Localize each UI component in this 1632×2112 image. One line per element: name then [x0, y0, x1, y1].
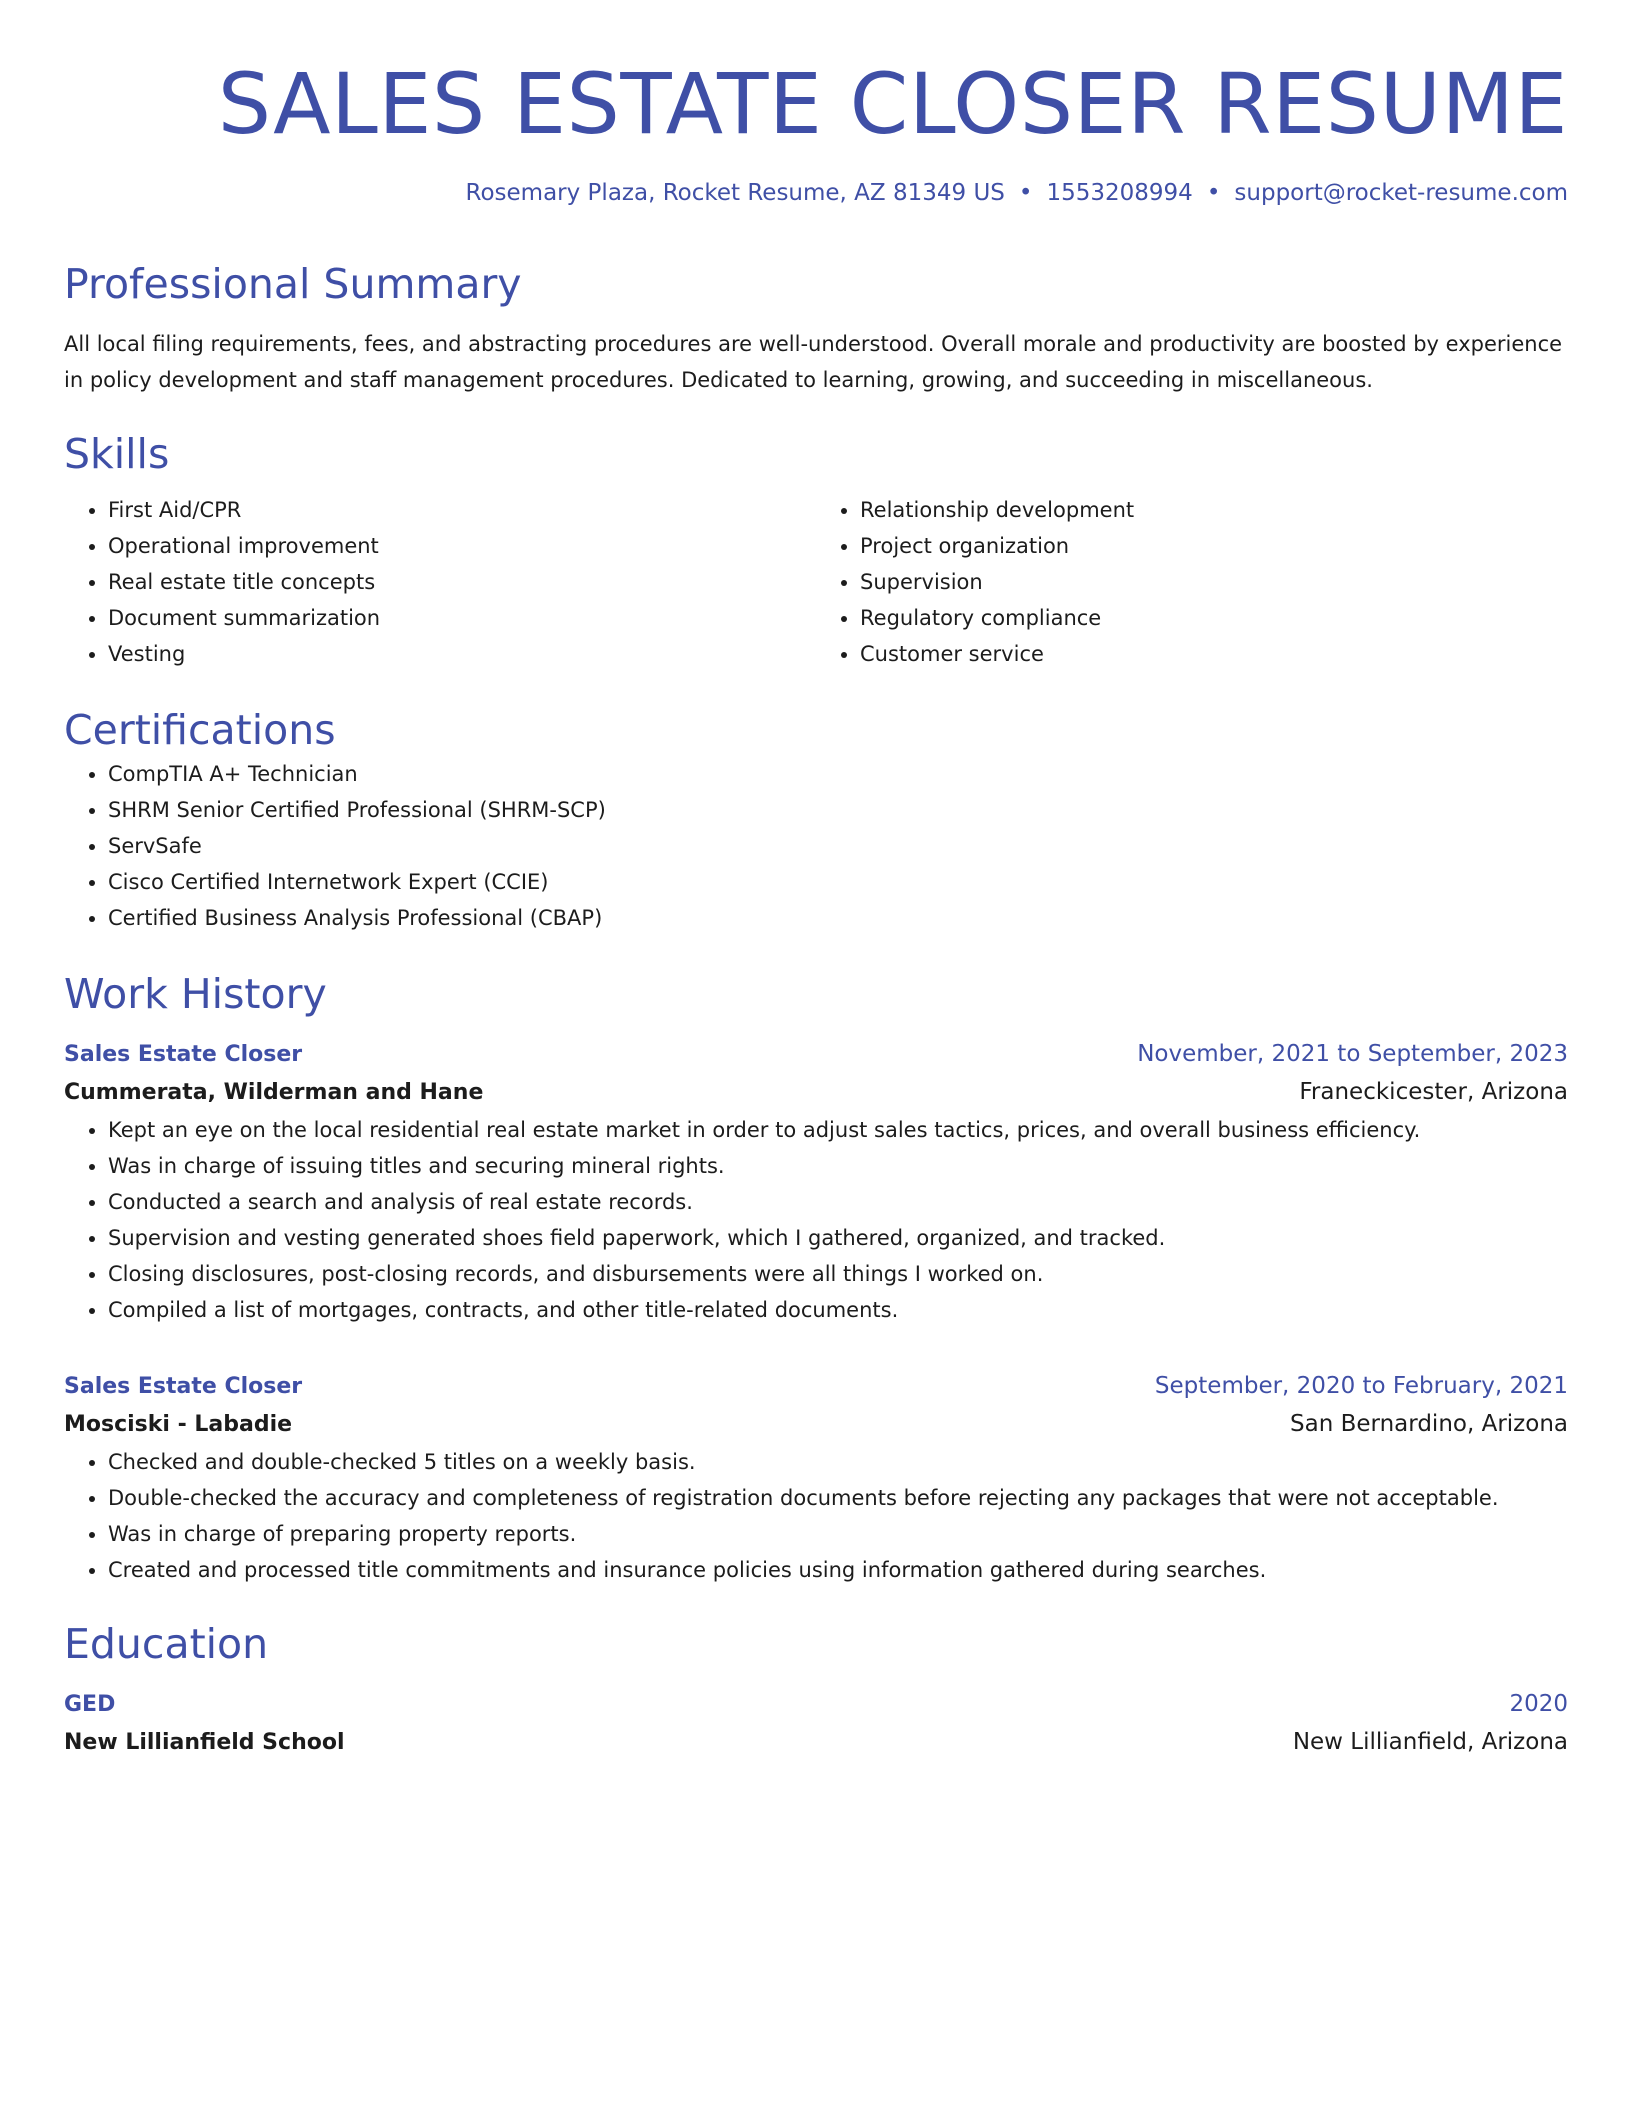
skills-column-left	[64, 492, 816, 672]
skill-item: • Relationship development	[860, 492, 1568, 528]
skill-item: • First Aid/CPR	[108, 492, 816, 528]
job-duty: • Closing disclosures, post-closing records, and disbursements were all things I worked on.	[108, 1256, 1568, 1292]
certifications-list	[64, 756, 1568, 936]
job-company: Mosciski - Labadie	[64, 1412, 293, 1437]
job-company: Cummerata, Wilderman and Hane	[64, 1080, 484, 1105]
education-header-row	[64, 1686, 1568, 1723]
resume-page	[64, 0, 1568, 1762]
certification-item: • CompTIA A+ Technician	[108, 756, 1568, 792]
skill-item: • Regulatory compliance	[860, 600, 1568, 636]
job-duty: • Was in charge of issuing titles and securing mineral rights.	[108, 1148, 1568, 1184]
job-duties-list	[64, 1112, 1568, 1328]
job-header-row	[64, 1368, 1568, 1405]
job-title: Sales Estate Closer	[64, 1042, 303, 1067]
education-school: New Lillianfield School	[64, 1730, 345, 1755]
education-degree: GED	[64, 1692, 116, 1717]
education-location: New Lillianfield, Arizona	[1292, 1729, 1568, 1755]
job-dates: September, 2020 to February, 2021	[1154, 1373, 1568, 1399]
skill-item: • Vesting	[108, 636, 816, 672]
job-duty: • Kept an eye on the local residential real estate market in order to adjust sales tactics, prices, and overall business efficiency.	[108, 1112, 1568, 1148]
job-entry	[64, 1036, 1568, 1328]
job-title: Sales Estate Closer	[64, 1374, 303, 1399]
summary-text: All local filing requirements, fees, and abstracting procedures are well-understood. Overall morale and productivity are boosted by experience in policy development and staff management procedures. Dedicated to learning, growing, and succeeding in miscellaneous.	[64, 332, 1563, 392]
contact-line	[64, 178, 1568, 208]
job-duties-list	[64, 1444, 1568, 1588]
skill-item: • Document summarization	[108, 600, 816, 636]
education-entry	[64, 1686, 1568, 1762]
skill-item: • Real estate title concepts	[108, 564, 816, 600]
certification-item: • ServSafe	[108, 828, 1568, 864]
education-year: 2020	[1509, 1691, 1568, 1717]
job-duty: • Checked and double-checked 5 titles on a weekly basis.	[108, 1444, 1568, 1480]
skill-item: • Operational improvement	[108, 528, 816, 564]
job-location: San Bernardino, Arizona	[1290, 1411, 1568, 1437]
education-school-row	[64, 1723, 1568, 1762]
job-company-row	[64, 1073, 1568, 1112]
skill-item: • Customer service	[860, 636, 1568, 672]
resume-title: SALES ESTATE CLOSER RESUME	[217, 55, 1568, 153]
job-header-row	[64, 1036, 1568, 1073]
certification-item: • Cisco Certified Internetwork Expert (CCIE)	[108, 864, 1568, 900]
job-duty: • Conducted a search and analysis of real estate records.	[108, 1184, 1568, 1220]
job-duty: • Compiled a list of mortgages, contracts, and other title-related documents.	[108, 1292, 1568, 1328]
skill-item: • Project organization	[860, 528, 1568, 564]
work-history-heading: Work History	[64, 970, 327, 1018]
contact-email: support@rocket-resume.com	[1234, 180, 1568, 206]
contact-phone: 1553208994	[1046, 180, 1193, 206]
summary-heading: Professional Summary	[64, 260, 522, 308]
job-duty: • Double-checked the accuracy and completeness of registration documents before rejecting any packages that were not acceptable.	[108, 1480, 1568, 1516]
contact-separator: •	[1018, 180, 1033, 206]
certifications-heading: Certifications	[64, 706, 336, 754]
job-duty: • Was in charge of preparing property reports.	[108, 1516, 1568, 1552]
certification-item: • SHRM Senior Certified Professional (SHRM-SCP)	[108, 792, 1568, 828]
education-heading: Education	[64, 1620, 269, 1668]
job-location: Franeckicester, Arizona	[1299, 1079, 1568, 1105]
skills-list	[64, 492, 1568, 672]
certification-item: • Certified Business Analysis Professional (CBAP)	[108, 900, 1568, 936]
skill-item: • Supervision	[860, 564, 1568, 600]
job-company-row	[64, 1405, 1568, 1444]
contact-separator: •	[1206, 180, 1221, 206]
contact-address: Rosemary Plaza, Rocket Resume, AZ 81349 US	[465, 180, 1005, 206]
skills-column-right	[816, 492, 1568, 672]
job-dates: November, 2021 to September, 2023	[1137, 1041, 1568, 1067]
job-duty: • Supervision and vesting generated shoes field paperwork, which I gathered, organized, and tracked.	[108, 1220, 1568, 1256]
skills-heading: Skills	[64, 430, 170, 478]
job-duty: • Created and processed title commitments and insurance policies using information gathered during searches.	[108, 1552, 1568, 1588]
job-entry	[64, 1368, 1568, 1588]
